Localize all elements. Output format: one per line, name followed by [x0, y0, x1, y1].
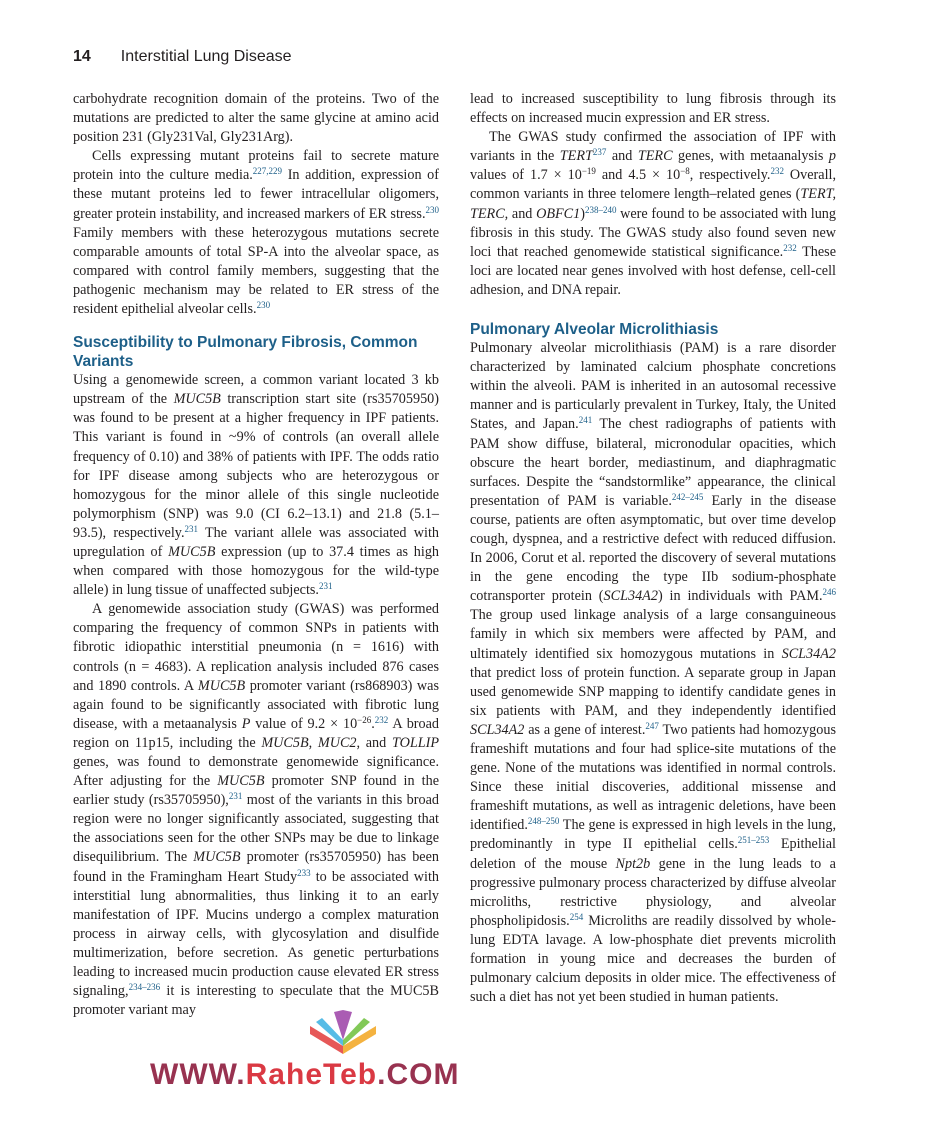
text: transcription start site (rs35705950) was found to be present at a higher frequency in IPF patients. This variant is found in ~9% of controls (an overall allele frequency of 0.10) and 38% of patients with IPF. The odds ratio for IPF disease among subjects who are heterozygous or homozygous for the minor allele of this single nucleotide polymorphism (SNP) was 9.0 (CI 6.2–13.1) and 21.8 (5.1–93.5), respectively. [73, 391, 440, 541]
text: genes, was found to demonstrate genomewide significance. After adjusting for the [73, 754, 439, 790]
gene-name: SCL34A2 [781, 645, 836, 662]
gene-name: MUC5B [217, 773, 265, 790]
gene-name: TERT [559, 148, 593, 165]
text: promoter variant (rs868903) was again found to be significantly associated with fibrotic lung disease, with a metaanalysis [73, 677, 439, 732]
left-column [73, 90, 439, 1020]
gene-name: TERC [637, 148, 673, 165]
text: most of the variants in this broad region were no longer significantly associated, suggesting that the associations seen for the other SNPs may be due to linkage disequilibrium. The [73, 792, 439, 866]
gene-name: MUC5B [261, 734, 309, 751]
gene-name: MUC5B [173, 391, 221, 408]
text: value of 9.2 × 10 [250, 715, 358, 732]
reference[interactable]: 254 [569, 911, 584, 922]
text: Two patients had homozygous frameshift mutations and four had splice-site mutations of the gene. None of the mutations was identified in normal controls. Since these initial discoveries, additional missense and frameshift mutations, as well as intragenic deletions, have been identified. [470, 721, 836, 834]
gene-name: OBFC1 [536, 205, 581, 222]
text: ) in individuals with PAM. [657, 588, 823, 605]
running-title: Interstitial Lung Disease [120, 48, 292, 65]
text: Early in the disease course, patients are often asymptomatic, but over time develop cough, dyspnea, and a restrictive defect with reduced diffusion. In 2006, Corut et al. reported the discovery of several mutations in the gene encoding the type IIb sodium-phosphate cotransporter protein ( [470, 492, 836, 605]
paragraph [73, 371, 439, 600]
text: A genomewide association study (GWAS) was performed comparing the frequency of common SNPs in patients with fibrotic idiopathic interstitial pneumonia (n = 1616) with controls (n = 4683). A replication analysis included 876 cases and 1890 controls. A [73, 601, 439, 694]
gene-name: TOLLIP [391, 734, 439, 751]
text: as a gene of interest. [524, 721, 646, 738]
reference[interactable]: 232 [770, 166, 784, 177]
reference[interactable]: 248–250 [527, 816, 560, 827]
text: it is interesting to speculate that the MUC5B promoter variant may [73, 983, 439, 1019]
text: expression (up to 37.4 times as high when compared with those homozygous for the wild-type allele) in lung tissue of unaffected subjects. [73, 543, 440, 599]
reference[interactable]: 234–236 [128, 982, 161, 993]
text: Overall, common variants in three telomere length–related genes ( [470, 167, 837, 203]
gene-name: MUC5B [168, 543, 216, 560]
text: Epithelial deletion of the mouse [470, 836, 836, 872]
text: These loci are located near genes involved with host defense, cell-cell adhesion, and DNA repair. [470, 243, 836, 298]
text: were found to be associated with lung fibrosis in this study. The GWAS study also found seven new loci that reached genomewide statistical significance. [470, 205, 836, 260]
right-column [470, 90, 836, 1007]
reference[interactable]: 251–253 [737, 835, 770, 846]
text: A broad region on 11p15, including the [73, 715, 439, 751]
reference[interactable]: 237 [592, 147, 607, 158]
exponent: −26 [357, 714, 372, 725]
text: ) [580, 205, 585, 222]
text: , [308, 734, 318, 751]
paragraph [73, 147, 439, 319]
text: The group used linkage analysis of a large consanguineous family in which six members were affected by PAM, and ultimately identified six homozygous mutations in [470, 607, 836, 662]
watermark-prefix: WWW. [150, 1058, 246, 1091]
paragraph [73, 600, 439, 1020]
reference[interactable]: 231 [318, 581, 333, 592]
gene-name: SCL34A2 [603, 588, 658, 605]
reference[interactable]: 242–245 [671, 491, 704, 502]
section-heading: Pulmonary Alveolar Microlithiasis [470, 321, 719, 339]
reference[interactable]: 238–240 [584, 204, 617, 215]
text: that predict loss of protein function. A separate group in Japan used genomewide SNP mapping to identify candidate genes in six patients with PAM, and they independently identified [470, 664, 836, 719]
gene-name: MUC5B [197, 677, 246, 694]
text: . [371, 715, 375, 732]
gene-name: Npt2b [615, 855, 651, 872]
section-heading: Susceptibility to Pulmonary Fibrosis, Common Variants [73, 334, 418, 371]
reference[interactable]: 233 [297, 867, 311, 878]
reference[interactable]: 231 [184, 523, 199, 534]
paragraph [73, 90, 439, 147]
text: and 4.5 × 10 [595, 167, 681, 184]
watermark-url [150, 1058, 459, 1092]
text: lead to increased susceptibility to lung fibrosis through its effects on increased mucin expression and ER stress. [470, 91, 836, 127]
text: , respectively. [689, 167, 771, 184]
paragraph [470, 128, 836, 300]
reference[interactable]: 241 [578, 415, 593, 426]
text: Pulmonary alveolar microlithiasis (PAM) is a rare disorder characterized by laminated calcium phosphate concretions within the alveoli. PAM is inherited in an autosomal recessive manner and is particularly prevalent in Turkey, Italy, the United States, and Japan. [470, 340, 836, 433]
text: gene in the lung leads to a progressive pulmonary process characterized by diffuse alveolar microliths, restrictive physiology, and alveolar phospholipidosis. [470, 855, 836, 929]
watermark [150, 1008, 590, 1096]
watermark-brand: RaheTeb [245, 1058, 378, 1091]
gene-name: MUC2 [317, 734, 357, 751]
italic-symbol: p [828, 148, 836, 165]
text: and [508, 205, 537, 222]
text: values of 1.7 × 10 [470, 167, 582, 184]
text: The chest radiographs of patients with PAM show diffuse, bilateral, micronodular opacities, which obscure the heart border, mediastinum, and diaphragmatic surfaces. Despite the “sandstormlike” appearance, the clinical presentation of PAM is variable. [470, 416, 836, 509]
gene-name: TERT, TERC, [470, 186, 836, 222]
text: The GWAS study confirmed the association of IPF with variants in the [470, 129, 836, 165]
reference[interactable]: 227,229 [252, 166, 283, 177]
reference[interactable]: 232 [374, 714, 389, 725]
exponent: −19 [581, 166, 596, 177]
text: to be associated with interstitial lung abnormalities, thus linking it to an early manifestation of IPF. Mucins undergo a complex maturation process in airway cells, with glycosylation and disulfide multimerization, before secretion. As genetic perturbations leading to increased mucin production cause elevated ER stress signaling, [73, 868, 439, 1000]
watermark-suffix: .COM [377, 1058, 460, 1091]
reference[interactable]: 231 [228, 791, 243, 802]
text: promoter (rs35705950) has been found in the Framingham Heart Study [73, 849, 439, 885]
reference[interactable]: 230 [425, 204, 439, 215]
gene-name: SCL34A2 [470, 721, 525, 738]
reference[interactable]: 247 [645, 720, 659, 731]
reference[interactable]: 230 [256, 300, 271, 311]
text: In addition, expression of these mutant proteins led to fewer intracellular oligomers, greater protein instability, and increased markers of ER stress. [73, 167, 439, 222]
text: promoter SNP found in the earlier study (rs35705950), [73, 773, 439, 809]
paragraph [470, 339, 836, 1007]
reference[interactable]: 246 [822, 587, 836, 598]
exponent: −8 [680, 166, 690, 177]
reference[interactable]: 232 [783, 242, 797, 253]
text: Microliths are readily dissolved by whole-lung EDTA lavage. A low-phosphate diet prevents microlith formation in young mice and decreases the burden of pulmonary calcium deposits in older mice. The effectiveness of such a diet has not yet been studied in human patients. [470, 912, 836, 1006]
text: , and [356, 734, 392, 751]
gene-name: MUC5B [193, 849, 241, 866]
text: The gene is expressed in high levels in the lung, predominantly in type II epithelial cells. [470, 817, 836, 853]
text: Cells expressing mutant proteins fail to secrete mature protein into the culture media. [73, 148, 439, 184]
text: Family members with these heterozygous mutations secrete comparable amounts of total SP-A into the alveolar space, as compared with control family members, suggesting that the pathogenic mechanism may be related to ER stress of the resident epithelial alveolar cells. [73, 224, 439, 318]
text: and [606, 148, 638, 165]
text: Using a genomewide screen, a common variant located 3 kb upstream of the [73, 372, 439, 408]
text: carbohydrate recognition domain of the proteins. Two of the mutations are predicted to alter the same glycine at amino acid position 231 (Gly231Val, Gly231Arg). [73, 91, 439, 146]
italic-symbol: P [241, 715, 251, 732]
text: The variant allele was associated with upregulation of [73, 524, 439, 560]
paragraph [470, 90, 836, 128]
page-number: 14 [73, 48, 91, 65]
running-head [73, 46, 292, 68]
text: genes, with metaanalysis [672, 148, 829, 165]
